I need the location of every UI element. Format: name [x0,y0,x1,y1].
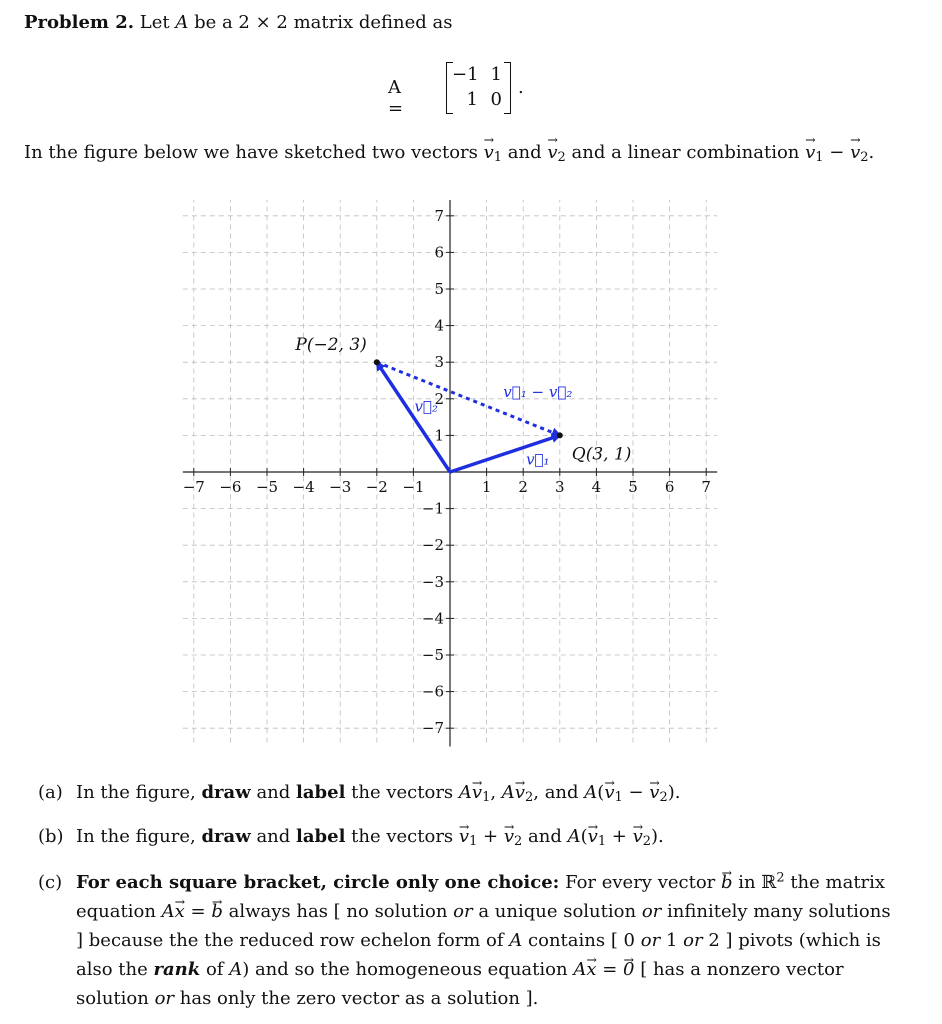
y-tick-label: −6 [421,682,444,701]
matrix-entry-11: −1 [452,64,479,85]
x-tick-label: 6 [664,478,675,496]
matrix-entry-22: 0 [490,89,502,110]
x-tick-label: 7 [701,478,711,496]
x-tick-label: −5 [255,478,279,496]
x-tick-label: −1 [402,478,425,496]
y-tick-label: −4 [421,609,444,628]
x-tick-label: 4 [591,478,602,496]
part-c: (c) For each square bracket, circle only one choice: For every vector → b in ℝ$^2$ the matrix equation A→ x = → b always has [ no solution or a unique solution or infinitely many solutions ] because the the reduced row echelon form of A contains [ 0 or 1 or 2 ] pivots (which is also the rank of A) and so the homogeneous equation A→ x = → 0 [ has a nonzero vector solution or has only the zero vector as a solution ]. [38,868,898,1013]
point-dot [374,359,380,365]
vector-label-v2: v⃗₂ [414,397,438,416]
figure-caption: In the figure below we have sketched two vectors → $v_1$ and → $v_2$ and a linear combination → $v_1$ − → $v_2$. [24,142,874,163]
point-label: Q(3, 1) [571,444,632,465]
problem-statement: Problem 2. Let A be a 2 × 2 matrix defined as [24,12,453,33]
part-b: (b) In the figure, draw and label the vectors → $v_1$ + → $v_2$ and $A(\to v_1$ + → $v_2$). [38,822,898,851]
vector-label-v1: v⃗₁ [526,450,550,469]
x-tick-label: −6 [219,478,242,496]
point-dot [557,432,563,438]
x-tick-label: 3 [555,478,565,496]
y-tick-label: 3 [434,353,444,372]
matrix-entry-12: 1 [490,64,502,85]
y-tick-label: −7 [421,719,444,738]
problem-heading: Problem 2. [24,12,135,33]
y-tick-label: 6 [434,243,444,262]
x-tick-label: 2 [518,478,528,496]
matrix-lhs: A = [388,77,404,119]
vector-label-v1-minus-v2: v⃗₁ − v⃗₂ [503,382,573,401]
y-tick-label: 2 [434,389,444,408]
y-tick-label: 4 [434,316,444,335]
x-tick-label: −7 [182,478,205,496]
x-tick-label: 1 [481,478,492,496]
right-bracket [504,62,511,114]
y-tick-label: −5 [421,646,444,664]
point-label: P(−2, 3) [295,335,367,356]
vector-plot [170,200,730,760]
y-tick-label: 5 [434,280,444,298]
y-tick-label: −1 [421,499,444,518]
x-tick-label: −4 [292,478,315,496]
x-tick-label: 5 [628,478,638,496]
y-tick-label: 7 [434,206,444,225]
matrix-entry-21: 1 [466,89,478,110]
part-a: (a) In the figure, draw and label the vectors $A\to v_1$, $A\to v_2$, and $A(\to v_1$ − → $v_2$). [38,778,898,807]
y-tick-label: 1 [434,426,444,445]
y-tick-label: −2 [421,536,444,555]
x-tick-label: −2 [365,478,388,496]
y-tick-label: −3 [421,572,444,591]
x-tick-label: −3 [329,478,352,496]
